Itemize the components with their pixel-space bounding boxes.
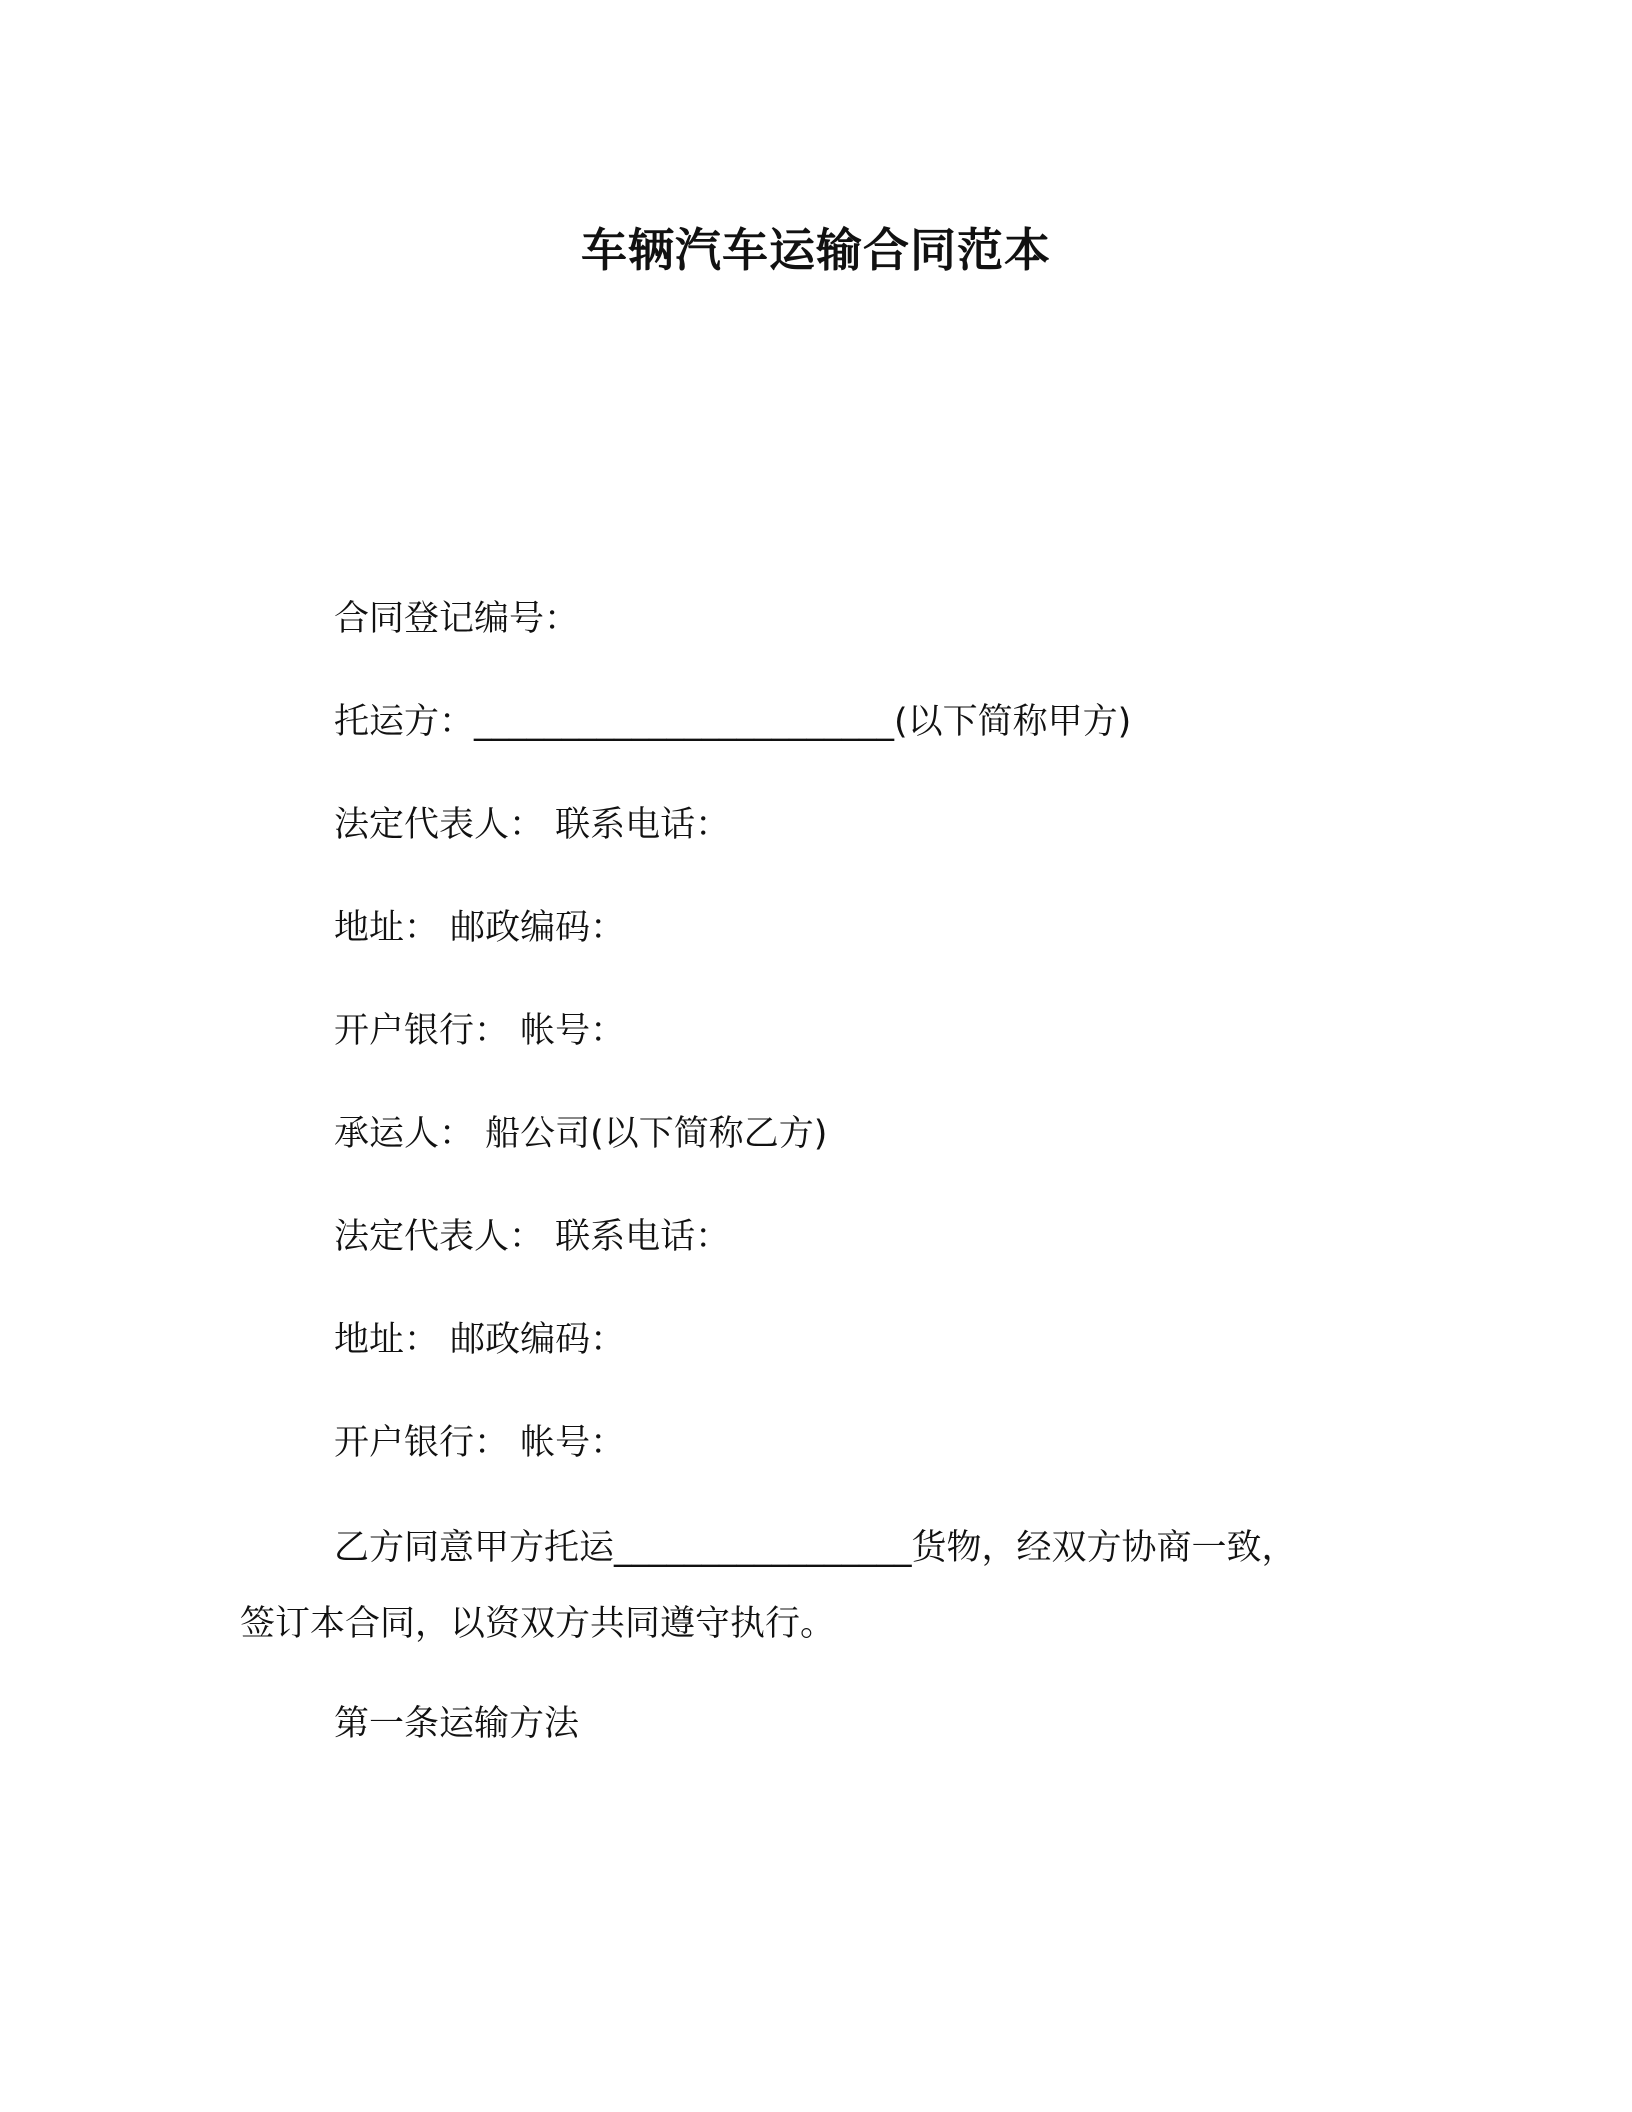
shipper-bank-line: 开户银行： 帐号： [334,1011,626,1051]
shipper-representative-line: 法定代表人： 联系电话： [334,805,731,845]
document-title: 车辆汽车运输合同范本 [581,223,1051,277]
section-heading: 第一条运输方法 [334,1704,580,1744]
carrier-representative-line: 法定代表人： 联系电话： [334,1217,731,1257]
agreement-paragraph-line: 乙方同意甲方托运_________________货物，经双方协商一致， [334,1528,1297,1568]
carrier-address-line: 地址： 邮政编码： [334,1320,626,1360]
agreement-paragraph-continuation: 签订本合同，以资双方共同遵守执行。 [240,1604,836,1644]
shipper-address-line: 地址： 邮政编码： [334,908,626,948]
carrier-bank-line: 开户银行： 帐号： [334,1423,626,1463]
carrier-line: 承运人： 船公司(以下简称乙方) [334,1114,828,1154]
shipper-line: 托运方：________________________(以下简称甲方) [334,702,1132,742]
contract-number-line: 合同登记编号： [334,599,580,639]
